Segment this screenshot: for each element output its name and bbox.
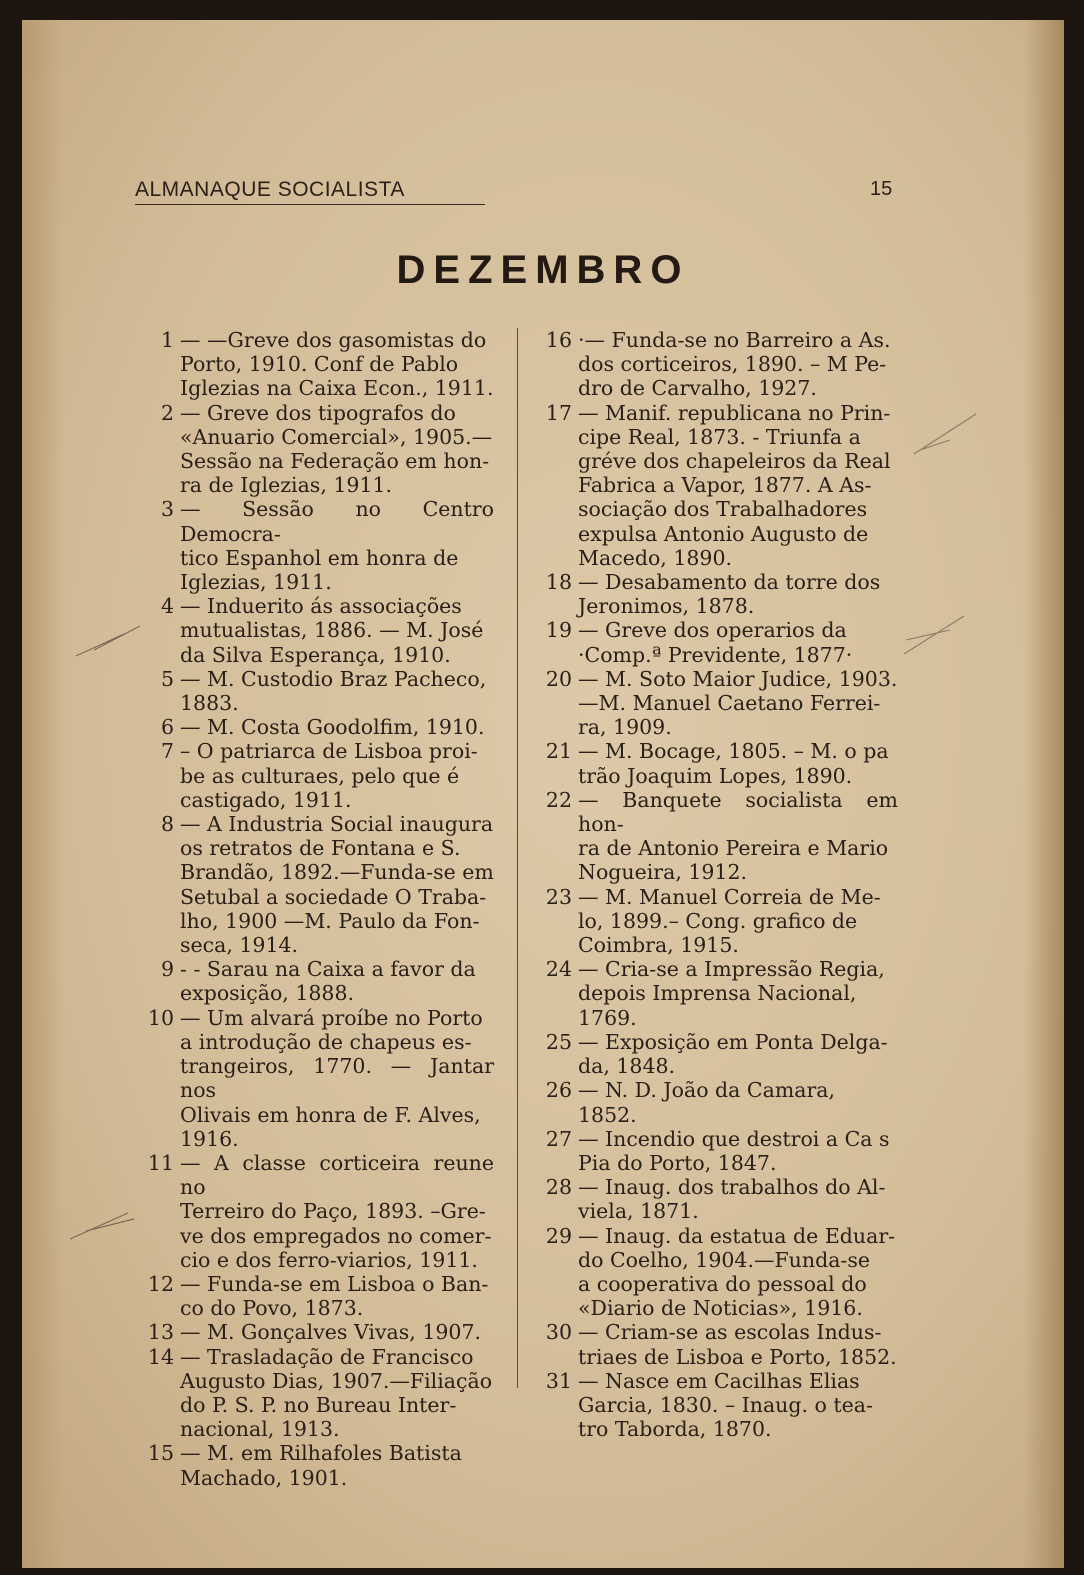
calendar-entry	[536, 788, 898, 885]
day-number: 19	[545, 618, 572, 643]
day-number: 23	[545, 884, 572, 909]
entry-text: — Inaug. dos trabalhos do Al- viela, 1871.	[578, 1175, 886, 1224]
entry-text: — Sessão no Centro Democra- tico Espanhol em honra de Iglezias, 1911.	[180, 497, 494, 595]
day-number: 2	[160, 400, 174, 425]
entry-text: — Manif. republicana no Prin- cipe Real, 1873. - Triunfa a gréve dos chapeleiros da Real Fabrica a Vapor, 1877. A As- sociação dos Trabalhadores expulsa Antonio Augusto de Macedo, 1890.	[578, 400, 891, 570]
calendar-entry	[536, 885, 898, 958]
entry-text: — M. Soto Maior Judice, 1903. —M. Manuel Caetano Ferrei- ra, 1909.	[578, 666, 898, 740]
running-title: ALMANAQUE SOCIALISTA	[135, 178, 485, 205]
right-column	[536, 328, 898, 1441]
pencil-tick-mark-2	[68, 1205, 138, 1245]
entry-text: ·— Funda-se no Barreiro a As. dos corticeiros, 1890. – M Pe- dro de Carvalho, 1927.	[578, 328, 891, 401]
pencil-tick-mark-1	[74, 620, 144, 660]
entry-text: — Cria-se a Impressão Regia, depois Imprensa Nacional, 1769.	[578, 957, 885, 1030]
day-number: 12	[147, 1271, 174, 1296]
day-number: 8	[160, 812, 174, 837]
day-number: 21	[545, 739, 572, 764]
day-number: 16	[545, 328, 572, 352]
day-number: 6	[160, 715, 174, 740]
entry-text: — Nasce em Cacilhas Elias Garcia, 1830. – Inaug. o tea- tro Taborda, 1870.	[578, 1368, 873, 1442]
pencil-tick-mark-3	[910, 410, 980, 460]
day-number: 29	[545, 1223, 572, 1248]
day-number: 11	[147, 1150, 174, 1175]
entry-text: — M. Bocage, 1805. – M. o pa trão Joaquim Lopes, 1890.	[578, 739, 889, 788]
calendar-entry	[138, 957, 494, 1005]
day-number: 18	[545, 570, 572, 595]
day-number: 26	[545, 1078, 572, 1103]
entry-text: — Exposição em Ponta Delga- da, 1848.	[578, 1029, 888, 1079]
entry-text: — N. D. João da Camara, 1852.	[578, 1078, 836, 1127]
entry-text: — M. Manuel Correia de Me- lo, 1899.– Cong. grafico de Coimbra, 1915.	[578, 884, 881, 958]
calendar-entry	[138, 1320, 494, 1344]
calendar-entry	[536, 1320, 898, 1368]
calendar-entry	[138, 1345, 494, 1442]
day-number: 5	[160, 666, 174, 691]
calendar-entry	[138, 497, 494, 594]
calendar-entry	[536, 739, 898, 787]
entry-text: — Criam-se as escolas Indus- triaes de Lisboa e Porto, 1852.	[578, 1320, 897, 1369]
entry-text: — Banquete socialista em hon- ra de Antonio Pereira e Mario Nogueira, 1912.	[578, 787, 898, 885]
entry-text: — Desabamento da torre dos Jeronimos, 1878.	[578, 570, 881, 619]
entry-text: — Induerito ás associações mutualistas, 1886. — M. José da Silva Esperança, 1910.	[180, 594, 484, 667]
entry-text: — Incendio que destroi a Ca s Pia do Porto, 1847.	[578, 1126, 890, 1175]
pencil-tick-mark-4	[900, 610, 970, 660]
day-number: 14	[147, 1344, 174, 1369]
entry-text: — Um alvará proíbe no Porto a introdução de chapeus es- trangeiros, 1770. — Jantar nos Olivais em honra de F. Alves, 1916.	[180, 1005, 494, 1151]
calendar-entry	[138, 1006, 494, 1151]
entry-text: — M. Costa Goodolfim, 1910.	[180, 715, 485, 740]
entry-text: — A Industria Social inaugura os retratos de Fontana e S. Brandão, 1892.—Funda-se em Setubal a sociedade O Traba- lho, 1900 —M. Paulo da Fon- seca, 1914.	[180, 812, 494, 958]
calendar-entry	[138, 715, 494, 739]
calendar-entry	[536, 1127, 898, 1175]
calendar-entry	[536, 1175, 898, 1223]
day-number: 25	[545, 1029, 572, 1054]
day-number: 10	[147, 1005, 174, 1030]
day-number: 30	[545, 1320, 572, 1345]
day-number: 15	[147, 1441, 174, 1466]
calendar-entry	[536, 1030, 898, 1078]
day-number: 20	[545, 666, 572, 691]
entry-text: — —Greve dos gasomistas do Porto, 1910. Conf de Pablo Iglezias na Caixa Econ., 1911.	[180, 328, 494, 401]
book-page	[22, 20, 1064, 1568]
entry-text: — Trasladação de Francisco Augusto Dias, 1907.—Filiação do P. S. P. no Bureau Inter- nacional, 1913.	[180, 1344, 493, 1442]
entry-text: — Inaug. da estatua de Eduar- do Coelho, 1904.—Funda-se a cooperativa do pessoal do «Diario de Noticias», 1916.	[578, 1223, 896, 1321]
entry-text: – O patriarca de Lisboa proi- be as culturaes, pelo que é castigado, 1911.	[180, 739, 478, 812]
day-number: 7	[160, 739, 174, 764]
calendar-entry	[536, 1078, 898, 1126]
day-number: 1	[160, 328, 174, 352]
calendar-entry	[536, 401, 898, 570]
day-number: 28	[545, 1175, 572, 1200]
calendar-entry	[536, 957, 898, 1030]
calendar-entry	[536, 667, 898, 740]
calendar-entry	[536, 570, 898, 618]
calendar-entry	[138, 667, 494, 715]
calendar-entry	[536, 1369, 898, 1442]
day-number: 17	[545, 400, 572, 425]
calendar-entry	[536, 618, 898, 666]
calendar-entry	[138, 401, 494, 498]
calendar-entry	[138, 1272, 494, 1320]
day-number: 13	[147, 1320, 174, 1345]
entry-text: — M. Custodio Braz Pacheco, 1883.	[180, 666, 487, 716]
calendar-entry	[138, 739, 494, 812]
calendar-entry	[138, 594, 494, 667]
entry-text: — Funda-se em Lisboa o Ban- co do Povo, 1873.	[180, 1271, 489, 1321]
entry-text: — M. em Rilhafoles Batista Machado, 1901.	[180, 1441, 462, 1490]
day-number: 4	[160, 594, 174, 619]
entry-text: — A classe corticeira reune no Terreiro do Paço, 1893. –Gre- ve dos empregados no comer- cio e dos ferro-viarios, 1911.	[180, 1150, 494, 1272]
entry-text: — Greve dos operarios da ·Comp.ª Previdente, 1877·	[578, 618, 853, 667]
month-title: DEZEMBRO	[396, 248, 690, 292]
calendar-entry	[536, 1224, 898, 1321]
page-number: 15	[870, 178, 893, 200]
column-divider	[517, 328, 518, 1388]
calendar-entry	[138, 328, 494, 401]
left-column	[138, 328, 494, 1490]
calendar-entry	[138, 812, 494, 957]
day-number: 22	[545, 787, 572, 812]
day-number: 3	[160, 497, 174, 522]
day-number: 27	[545, 1126, 572, 1151]
calendar-entry	[138, 1151, 494, 1272]
day-number: 31	[545, 1368, 572, 1393]
entry-text: — Greve dos tipografos do «Anuario Comercial», 1905.— Sessão na Federação em hon- ra de Iglezias, 1911.	[180, 400, 493, 498]
entry-text: - - Sarau na Caixa a favor da exposição, 1888.	[180, 957, 476, 1006]
entry-text: — M. Gonçalves Vivas, 1907.	[180, 1320, 482, 1345]
calendar-entry	[138, 1441, 494, 1489]
calendar-entry	[536, 328, 898, 401]
day-number: 24	[545, 957, 572, 982]
day-number: 9	[160, 957, 174, 982]
